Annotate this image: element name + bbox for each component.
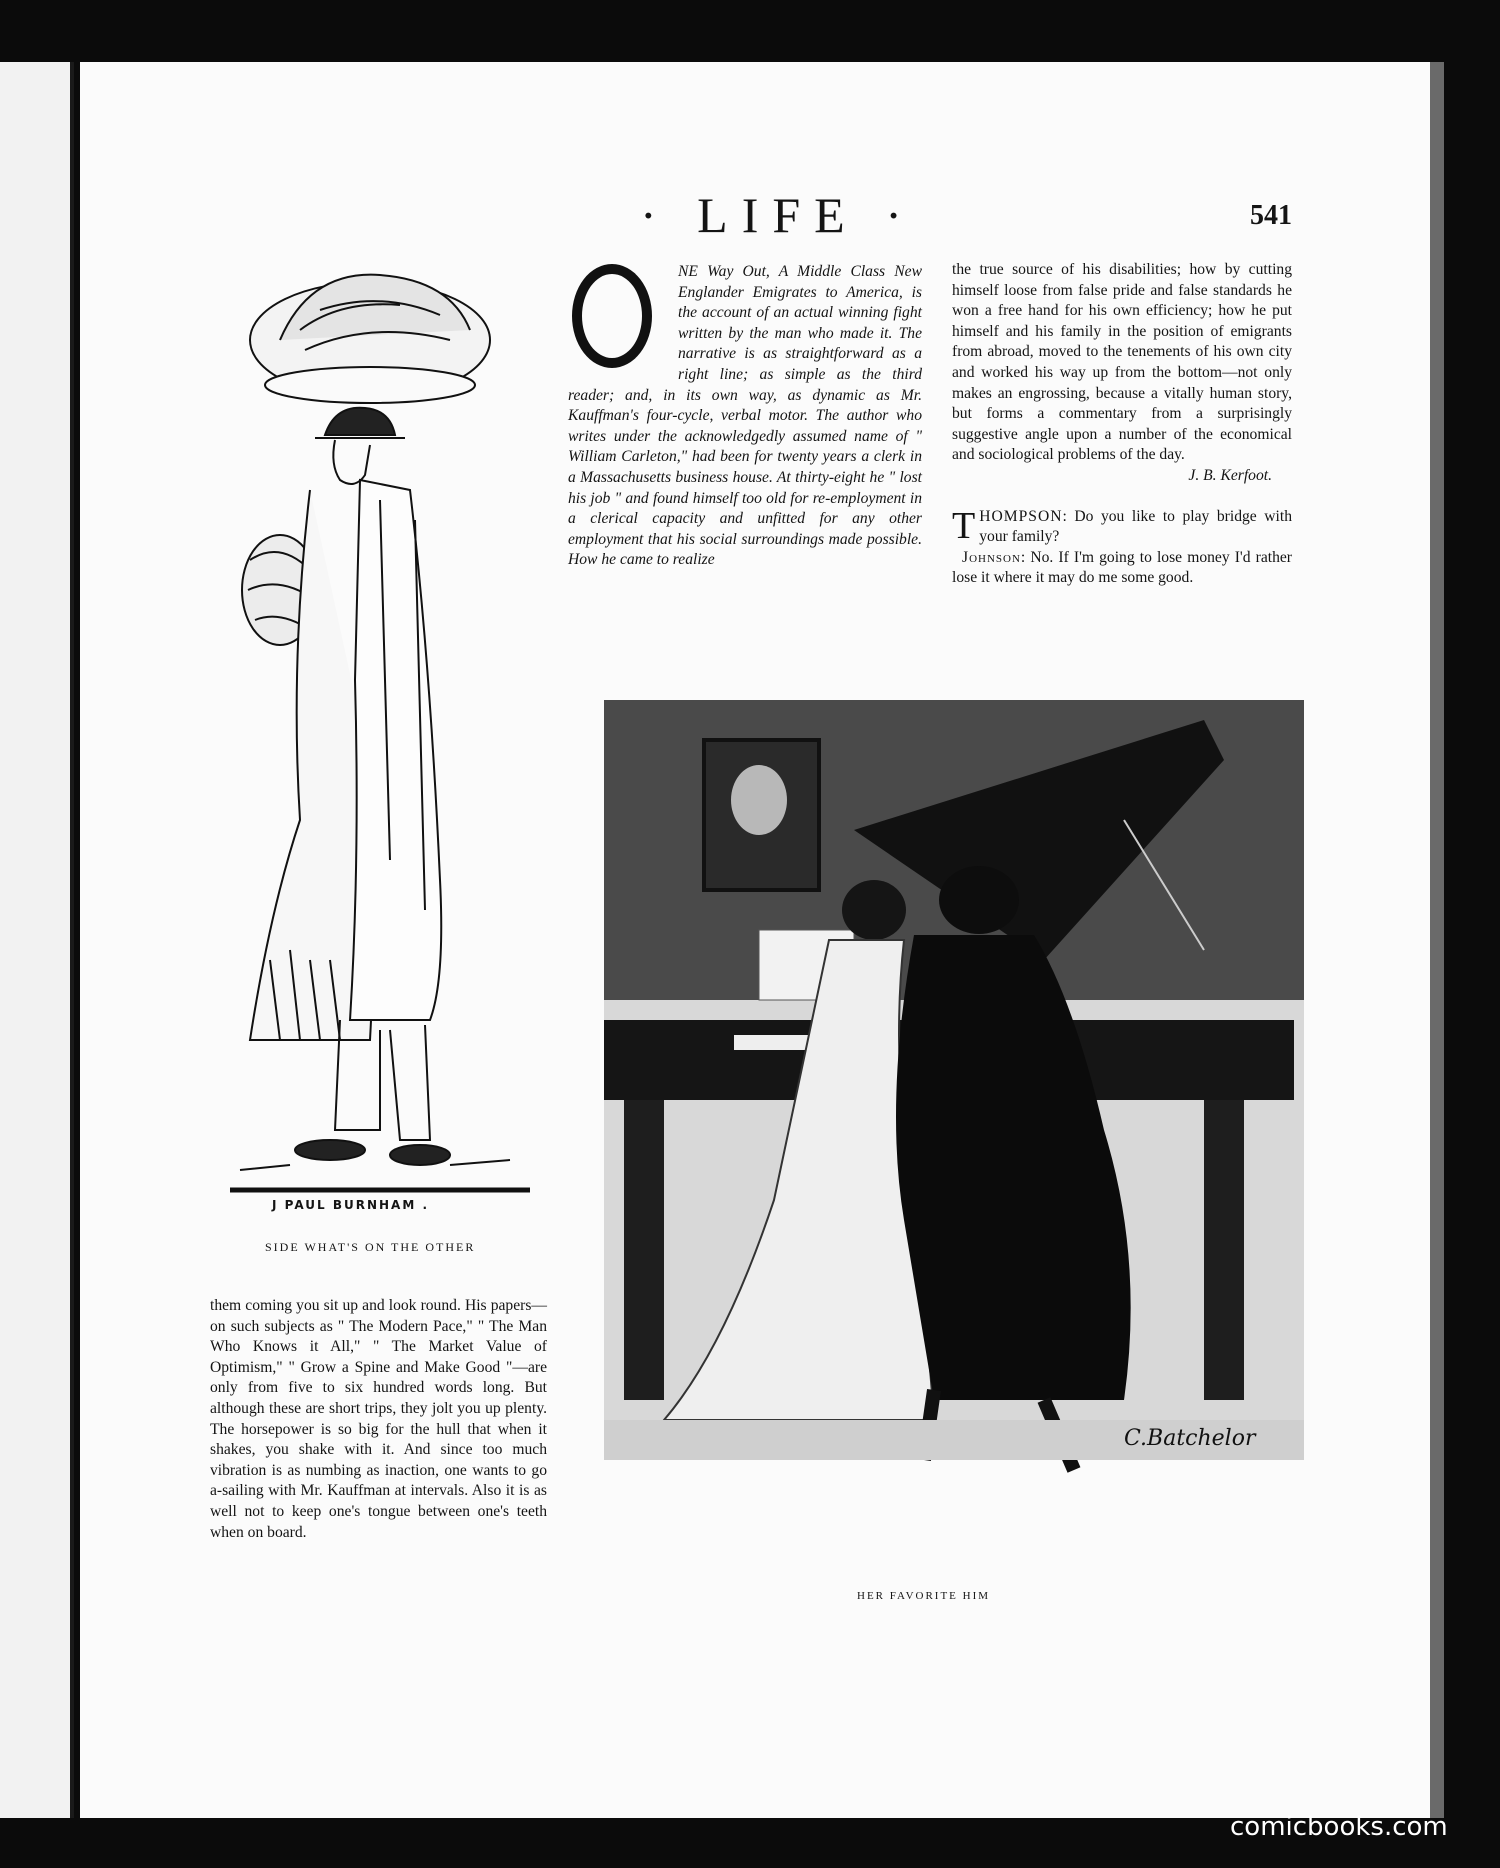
review-text-start: NE Way Out, A Middle Class New Englander Emigrates to America, is the account of an actual winning fight written by the man who made it. The narrative is as straightforward as a right line; as simple as the third reader; and, in its own way, as dynamic as Mr. Kauffman's four-cycle, verbal motor. The author who writes under the acknowledgedly assumed name of " William Carleton," had been for twenty years a clerk in a Massachusetts business house. At thirty-eight he " lost his job " and found himself too old for re-employment in a clerical capacity and unfitted for any other employment that his social surroundings made possible. How he came to realize: [568, 263, 922, 569]
review-signature: J. B. Kerfoot.: [1188, 466, 1272, 484]
drop-cap-t: T: [952, 504, 976, 547]
page-edge-shadow: [1430, 62, 1444, 1818]
dialogue-line-1: [952, 504, 1292, 548]
page-number: 541: [1250, 200, 1292, 231]
continued-column: [210, 1296, 547, 1543]
illustration-couple-walking: [230, 260, 540, 1200]
illustration-2-signature: C.Batchelor: [1124, 1426, 1256, 1451]
speaker-thompson: HOMPSON: [979, 507, 1063, 525]
continued-text: them coming you sit up and look round. His papers—on such subjects as " The Modern Pace," " The Man Who Knows it All," " The Market Value of Optimism," " Grow a Spine and Make Good "—are only from five to six hundred words long. But although these are short trips, they jolt you up plenty. The horsepower is so big for the hull that when it shakes, you shake with it. And since too much vibration is as numbing as inaction, one wants to go a-sailing with Mr. Kauffman at intervals. Also it is as well not to keep one's tongue between one's teeth when on board.: [210, 1297, 547, 1541]
illustrator-credit: J PAUL BURNHAM .: [272, 1198, 430, 1212]
review-column-2: [952, 260, 1292, 589]
dialogue-line-2-text: : No. If I'm going to lose money I'd rather lose it where it may do me some good.: [952, 548, 1292, 587]
illustration-1-caption: SIDE WHAT'S ON THE OTHER: [265, 1240, 476, 1254]
speaker-johnson: Johnson: [962, 548, 1021, 566]
review-column-1: [568, 262, 922, 571]
dialogue-line-1-text: : Do you like to play bridge with your family?: [979, 507, 1292, 546]
previous-page-edge: [0, 62, 74, 1818]
illustration-2-caption: HER FAVORITE HIM: [857, 1590, 991, 1602]
review-text-end: the true source of his disabilities; how by cutting himself loose from false pride and false standards he won a free hand for his own efficiency; how he put himself and his family in the position of emigrants from abroad, moved to the tenements of his own city and worked his way up from the bottom—not only makes an engrossing, because a vitally human story, but forms a commentary from a surprisingly suggestive angle upon a number of the economical and sociological problems of the day.: [952, 261, 1292, 464]
watermark: comicbooks.com: [1230, 1812, 1448, 1842]
masthead: · LIFE ·: [640, 187, 916, 243]
drop-cap-o: [568, 262, 666, 380]
dialogue-line-2: [952, 548, 1292, 589]
illustration-couple-at-piano: [604, 700, 1304, 1520]
